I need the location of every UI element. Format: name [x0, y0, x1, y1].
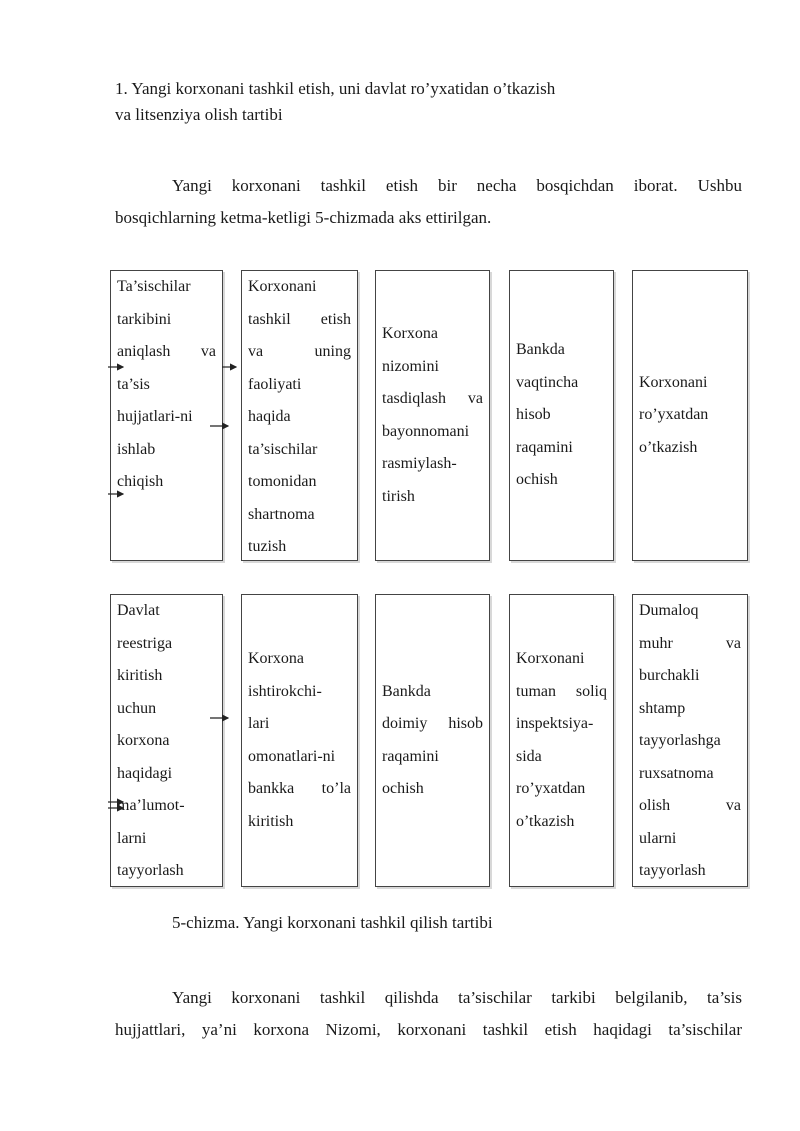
step-box-line: sida: [516, 747, 542, 765]
step-box-line: ro’yxatdan: [516, 780, 586, 797]
step-box-line: nizomini: [382, 357, 439, 375]
step-box-line: hisob: [516, 406, 551, 424]
step-box-line: shartnoma: [248, 505, 315, 523]
step-box-line: ularni: [639, 829, 677, 847]
step-box-line: uchun: [117, 699, 157, 717]
step-box-line: haqidagi: [117, 764, 173, 782]
step-box-line: shtamp: [639, 699, 686, 717]
step-box-line: tarkibini: [117, 310, 172, 328]
step-box-line: ma’lumot-: [117, 797, 185, 814]
body-paragraph: [115, 982, 742, 1046]
step-box-line: tuman soliq: [516, 682, 607, 700]
step-box-line: bankka to’la: [248, 780, 351, 797]
step-box-line: Korxona: [382, 325, 438, 342]
step-box-line: o’tkazish: [639, 438, 698, 456]
step-box-line: lari: [248, 715, 270, 732]
figure-caption: 5-chizma. Yangi korxonani tashkil qilish tartibi: [172, 913, 493, 932]
step-box-line: kiritish: [248, 812, 294, 830]
step-box-line: larni: [117, 829, 147, 847]
step-box-line: faoliyati: [248, 375, 302, 393]
step-box-line: Ta’sischilar: [117, 278, 191, 295]
step-box-line: Korxonani: [639, 373, 708, 391]
step-box-line: tashkil etish: [248, 310, 351, 328]
step-box-line: ishlab: [117, 440, 156, 458]
step-box-line: hujjatlari-ni: [117, 408, 193, 425]
step-box-line: raqamini: [516, 438, 573, 456]
step-box-line: kiritish: [117, 667, 163, 684]
intro-line-2: bosqichlarning ketma-ketligi 5-chizmada aks ettirilgan.: [115, 208, 492, 227]
step-box-line: ta’sischilar: [248, 440, 318, 458]
step-box-line: omonatlari-ni: [248, 747, 336, 765]
step-box-line: olish va: [639, 797, 741, 814]
step-box-line: ochish: [382, 780, 424, 797]
step-box-line: o’tkazish: [516, 812, 575, 830]
step-box-line: Davlat: [117, 602, 160, 619]
step-box-line: chiqish: [117, 473, 164, 490]
step-box-line: aniqlash va: [117, 343, 216, 360]
step-box-line: tirish: [382, 487, 415, 505]
step-box-line: vaqtincha: [516, 373, 579, 391]
step-box-line: muhr va: [639, 634, 741, 652]
step-box-line: burchakli: [639, 667, 700, 684]
heading-line-2: va litsenziya olish tartibi: [115, 105, 283, 124]
step-box-line: tasdiqlash va: [382, 390, 483, 407]
step-box-line: ruxsatnoma: [639, 764, 714, 782]
step-box-line: Bankda: [382, 682, 431, 700]
body-line-1: Yangi korxonani tashkil qilishda ta’sischilar tarkibi belgilanib, ta’sis: [172, 988, 742, 1007]
step-box-line: Korxona: [248, 650, 304, 667]
step-box-line: rasmiylash-: [382, 455, 457, 472]
step-box-line: bayonnomani: [382, 422, 470, 440]
body-line-2: hujjattlari, ya’ni korxona Nizomi, korxonani tashkil etish haqidagi ta’sischilar: [115, 1020, 742, 1039]
step-box-line: raqamini: [382, 747, 439, 765]
step-box-line: tayyorlash: [117, 862, 184, 879]
step-box-line: Korxonani: [516, 650, 585, 667]
step-box-line: Bankda: [516, 341, 565, 359]
step-box-line: Korxonani: [248, 278, 317, 295]
step-box-line: tayyorlash: [639, 862, 706, 879]
step-box-line: tomonidan: [248, 473, 317, 490]
step-box-line: va uning: [248, 343, 351, 360]
step-box-line: tayyorlashga: [639, 732, 721, 749]
step-box-line: Dumaloq: [639, 602, 699, 619]
step-box-line: inspektsiya-: [516, 715, 594, 732]
heading-line-1: 1. Yangi korxonani tashkil etish, uni davlat ro’yxatidan o’tkazish: [115, 79, 556, 98]
step-box-line: tuzish: [248, 538, 287, 555]
intro-line-1: Yangi korxonani tashkil etish bir necha bosqichdan iborat. Ushbu: [172, 176, 742, 195]
step-box-line: ochish: [516, 471, 558, 489]
step-box-line: korxona: [117, 732, 170, 749]
step-box-line: reestriga: [117, 634, 173, 652]
step-box-line: ro’yxatdan: [639, 406, 709, 424]
step-box-line: ta’sis: [117, 375, 150, 393]
step-box-line: ishtirokchi-: [248, 682, 322, 700]
step-box-line: doimiy hisob: [382, 715, 483, 732]
step-box-line: haqida: [248, 408, 291, 425]
